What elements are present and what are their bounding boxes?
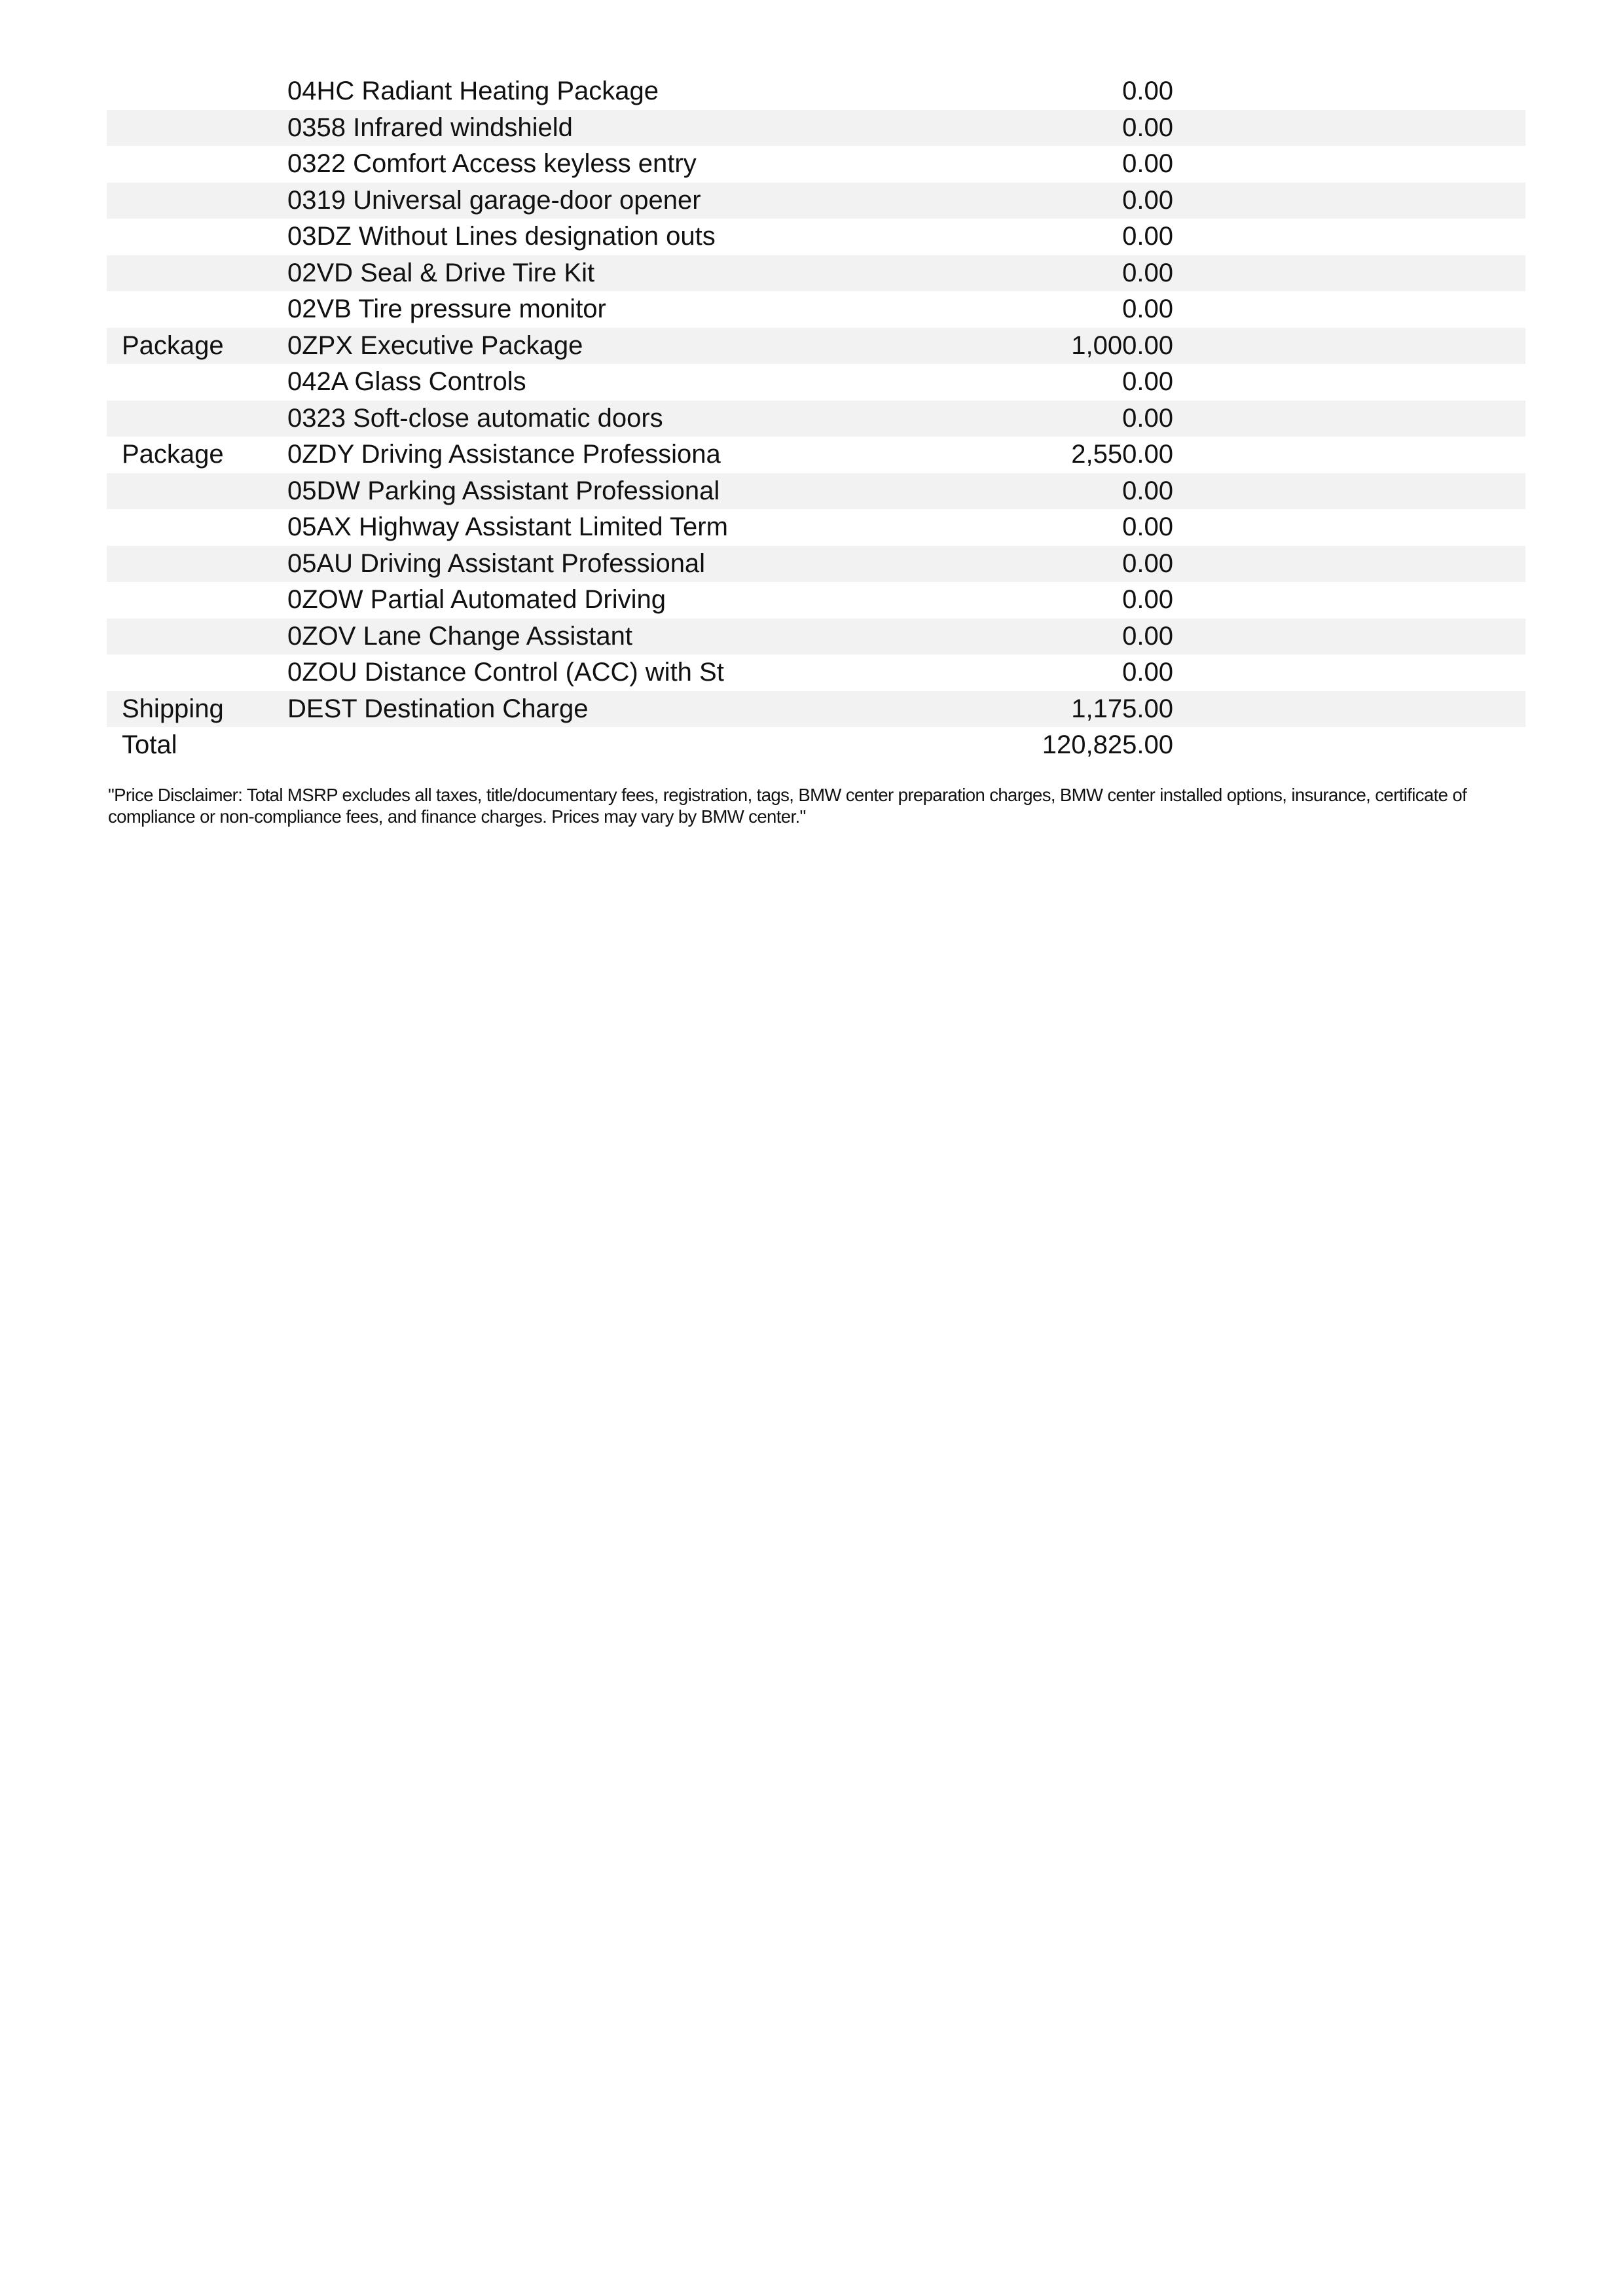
row-description: 0319 Universal garage-door opener	[287, 185, 701, 215]
row-price: 0.00	[1122, 585, 1173, 614]
row-description: 0ZPX Executive Package	[287, 331, 583, 360]
row-description: 0323 Soft-close automatic doors	[287, 403, 663, 433]
row-category: Shipping	[122, 694, 224, 723]
table-row	[107, 691, 1525, 728]
row-description: DEST Destination Charge	[287, 694, 589, 723]
total-label: Total	[122, 730, 177, 759]
table-row	[107, 619, 1525, 655]
row-price: 0.00	[1122, 512, 1173, 541]
row-description: 05DW Parking Assistant Professional	[287, 476, 720, 505]
row-description: 05AX Highway Assistant Limited Term	[287, 512, 728, 541]
options-price-table	[107, 73, 1525, 764]
table-row	[107, 509, 1525, 546]
table-row	[107, 219, 1525, 255]
row-price: 0.00	[1122, 367, 1173, 396]
row-price: 0.00	[1122, 149, 1173, 178]
row-price: 0.00	[1122, 621, 1173, 651]
total-price: 120,825.00	[1042, 730, 1173, 759]
price-disclaimer: "Price Disclaimer: Total MSRP excludes all taxes, title/documentary fees, registration, tags, BMW center preparation charges, BMW center installed options, insurance, certificate of compliance or non-compliance fees, and finance charges. Prices may vary by BMW center."	[108, 785, 1467, 827]
row-price: 0.00	[1122, 222, 1173, 251]
table-row	[107, 364, 1525, 401]
row-price: 0.00	[1122, 658, 1173, 687]
total-row	[107, 727, 1525, 764]
row-description: 0ZOV Lane Change Assistant	[287, 621, 632, 651]
table-row	[107, 328, 1525, 365]
row-category: Package	[122, 440, 224, 469]
table-row	[107, 73, 1525, 110]
row-price: 0.00	[1122, 548, 1173, 578]
table-row	[107, 146, 1525, 183]
row-description: 0ZOU Distance Control (ACC) with St	[287, 658, 724, 687]
row-price: 1,175.00	[1071, 694, 1173, 723]
table-row	[107, 582, 1525, 619]
row-price: 0.00	[1122, 77, 1173, 105]
table-row	[107, 546, 1525, 583]
table-row	[107, 255, 1525, 292]
row-description: 05AU Driving Assistant Professional	[287, 548, 706, 578]
row-description: 02VD Seal & Drive Tire Kit	[287, 258, 595, 287]
row-description: 042A Glass Controls	[287, 367, 526, 396]
table-row	[107, 110, 1525, 147]
row-price: 0.00	[1122, 185, 1173, 215]
row-price: 0.00	[1122, 403, 1173, 433]
row-description: 03DZ Without Lines designation outs	[287, 222, 716, 251]
row-price: 2,550.00	[1071, 440, 1173, 469]
row-price: 0.00	[1122, 258, 1173, 287]
table-row	[107, 473, 1525, 510]
row-category: Package	[122, 331, 224, 360]
table-row	[107, 437, 1525, 473]
row-description: 04HC Radiant Heating Package	[287, 77, 659, 105]
table-row	[107, 401, 1525, 437]
row-price: 0.00	[1122, 295, 1173, 323]
row-price: 1,000.00	[1071, 331, 1173, 360]
row-description: 0358 Infrared windshield	[287, 113, 573, 142]
row-description: 0ZDY Driving Assistance Professiona	[287, 440, 721, 469]
row-description: 02VB Tire pressure monitor	[287, 295, 606, 323]
row-price: 0.00	[1122, 113, 1173, 142]
table-row	[107, 291, 1525, 328]
row-description: 0ZOW Partial Automated Driving	[287, 585, 666, 614]
row-price: 0.00	[1122, 476, 1173, 505]
row-description: 0322 Comfort Access keyless entry	[287, 149, 697, 178]
table-row	[107, 655, 1525, 691]
table-row	[107, 183, 1525, 219]
